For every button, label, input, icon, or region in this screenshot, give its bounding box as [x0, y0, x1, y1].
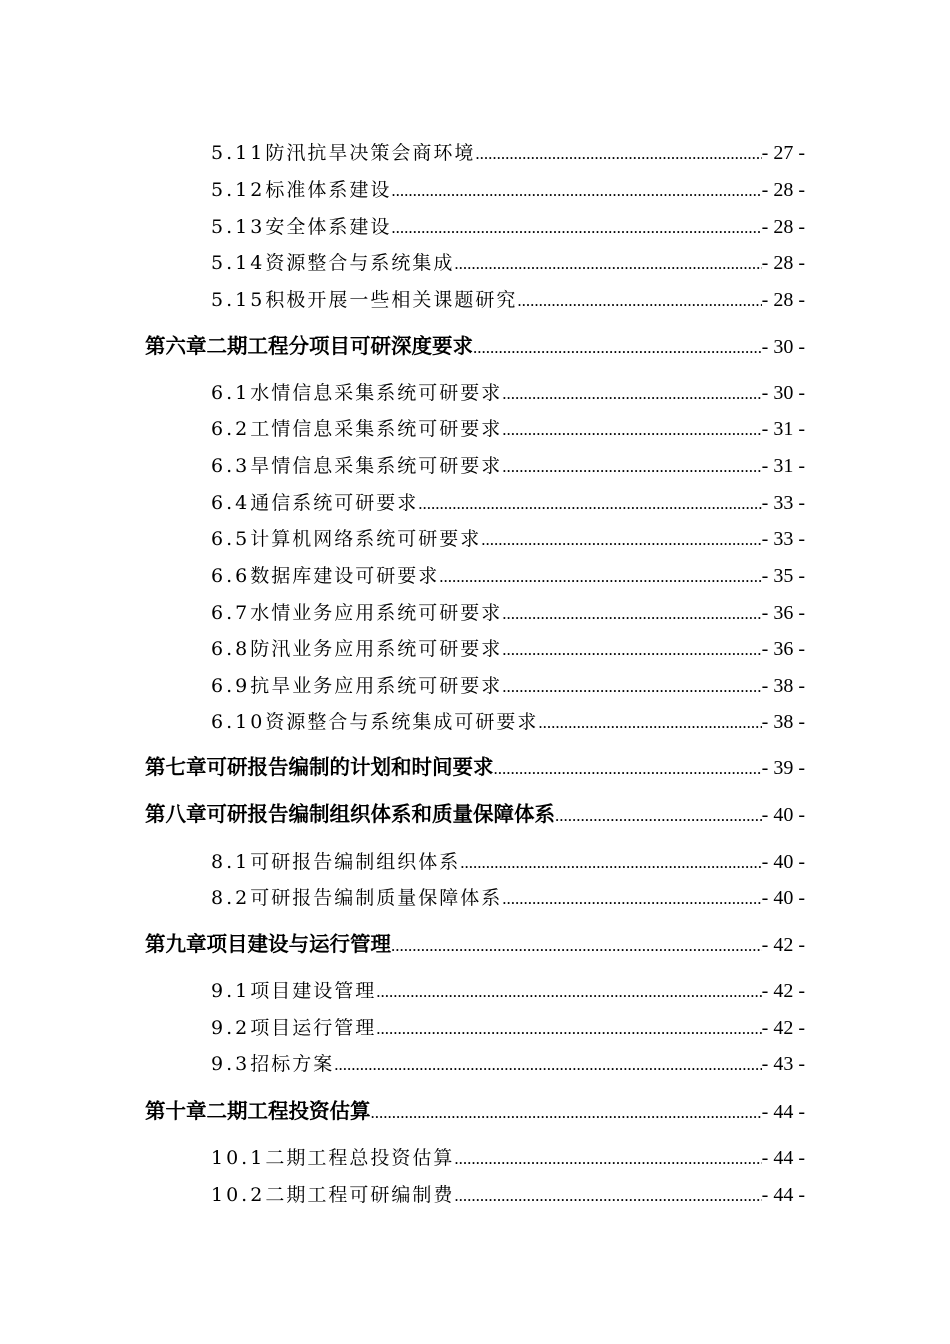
- section-title: 水情信息采集系统可研要求: [250, 382, 503, 404]
- toc-entry-5-15[interactable]: [211, 285, 805, 312]
- chapter-title: 项目建设与运行管理: [206, 932, 391, 956]
- section-title: 资源整合与系统集成可研要求: [265, 711, 539, 733]
- dot-leader: [555, 806, 762, 826]
- section-number: 5.13: [211, 216, 266, 238]
- dot-leader: [391, 936, 762, 956]
- dot-leader: [376, 982, 761, 1002]
- page-number: - 33 -: [761, 528, 805, 550]
- page-number: - 42 -: [761, 934, 805, 956]
- section-number: 8.2: [211, 887, 251, 909]
- chapter-title: 可研报告编制的计划和时间要求: [206, 755, 494, 779]
- section-number: 6.2: [211, 418, 251, 440]
- dot-leader: [494, 759, 762, 779]
- dot-leader: [454, 1186, 761, 1206]
- dot-leader: [538, 713, 761, 733]
- dot-leader: [371, 1103, 762, 1123]
- dot-leader: [502, 420, 761, 440]
- section-title: 防汛业务应用系统可研要求: [250, 638, 503, 660]
- page-number: - 36 -: [761, 638, 805, 660]
- chapter-number: 第七章: [145, 755, 207, 779]
- section-number: 6.10: [211, 711, 266, 733]
- section-number: 8.1: [211, 851, 251, 873]
- toc-chapter-10[interactable]: [145, 1094, 805, 1124]
- section-title: 通信系统可研要求: [250, 492, 419, 514]
- toc-entry-9-3[interactable]: [211, 1049, 805, 1076]
- chapter-title: 可研报告编制组织体系和质量保障体系: [206, 802, 555, 826]
- dot-leader: [502, 889, 761, 909]
- toc-entry-6-2[interactable]: [211, 414, 805, 441]
- page-number: - 40 -: [761, 851, 805, 873]
- chapter-number: 第十章: [145, 1099, 207, 1123]
- toc-entry-5-11[interactable]: [211, 138, 805, 165]
- dot-leader: [502, 384, 761, 404]
- chapter-number: 第八章: [145, 802, 207, 826]
- page-number: - 28 -: [761, 289, 805, 311]
- page-number: - 35 -: [761, 565, 805, 587]
- section-title: 安全体系建设: [265, 216, 392, 238]
- toc-entry-9-2[interactable]: [211, 1013, 805, 1040]
- section-title: 可研报告编制组织体系: [250, 851, 461, 873]
- section-title: 招标方案: [250, 1053, 335, 1075]
- toc-entry-5-14[interactable]: [211, 248, 805, 275]
- section-title: 旱情信息采集系统可研要求: [250, 455, 503, 477]
- page-number: - 44 -: [761, 1101, 805, 1123]
- dot-leader: [391, 218, 761, 238]
- dot-leader: [502, 604, 761, 624]
- dot-leader: [473, 338, 762, 358]
- toc-entry-6-4[interactable]: [211, 488, 805, 515]
- section-number: 6.3: [211, 455, 251, 477]
- page-number: - 44 -: [761, 1147, 805, 1169]
- section-title: 工情信息采集系统可研要求: [250, 418, 503, 440]
- toc-chapter-9[interactable]: [145, 927, 805, 957]
- toc-entry-8-2[interactable]: [211, 883, 805, 910]
- section-number: 10.2: [211, 1184, 266, 1206]
- section-number: 5.14: [211, 252, 266, 274]
- page-number: - 33 -: [761, 492, 805, 514]
- section-number: 6.9: [211, 675, 251, 697]
- toc-chapter-7[interactable]: [145, 750, 805, 780]
- page-number: - 43 -: [761, 1053, 805, 1075]
- page-number: - 40 -: [761, 804, 805, 826]
- dot-leader: [517, 291, 761, 311]
- toc-chapter-6[interactable]: [145, 329, 805, 359]
- page-number: - 28 -: [761, 252, 805, 274]
- section-number: 5.15: [211, 289, 266, 311]
- toc-entry-10-1[interactable]: [211, 1143, 805, 1170]
- chapter-title: 二期工程分项目可研深度要求: [206, 334, 473, 358]
- section-number: 5.11: [211, 142, 266, 164]
- section-title: 水情业务应用系统可研要求: [250, 602, 503, 624]
- toc-chapter-8[interactable]: [145, 797, 805, 827]
- page-number: - 30 -: [761, 336, 805, 358]
- page-number: - 44 -: [761, 1184, 805, 1206]
- dot-leader: [475, 144, 761, 164]
- section-title: 防汛抗旱决策会商环境: [265, 142, 476, 164]
- section-title: 标准体系建设: [265, 179, 392, 201]
- page-number: - 30 -: [761, 382, 805, 404]
- page-number: - 36 -: [761, 602, 805, 624]
- page-number: - 38 -: [761, 675, 805, 697]
- dot-leader: [334, 1055, 761, 1075]
- section-number: 6.6: [211, 565, 251, 587]
- toc-entry-6-8[interactable]: [211, 634, 805, 661]
- toc-entry-9-1[interactable]: [211, 976, 805, 1003]
- toc-entry-6-10[interactable]: [211, 707, 805, 734]
- toc-entry-6-1[interactable]: [211, 378, 805, 405]
- section-title: 项目运行管理: [250, 1017, 377, 1039]
- section-number: 5.12: [211, 179, 266, 201]
- section-number: 9.3: [211, 1053, 251, 1075]
- dot-leader: [502, 677, 761, 697]
- page-number: - 27 -: [761, 142, 805, 164]
- dot-leader: [391, 181, 761, 201]
- section-number: 9.1: [211, 980, 251, 1002]
- chapter-number: 第九章: [145, 932, 207, 956]
- dot-leader: [502, 457, 761, 477]
- dot-leader: [502, 640, 761, 660]
- toc-entry-6-3[interactable]: [211, 451, 805, 478]
- toc-entry-10-2[interactable]: [211, 1180, 805, 1207]
- section-title: 项目建设管理: [250, 980, 377, 1002]
- section-number: 10.1: [211, 1147, 266, 1169]
- section-title: 积极开展一些相关课题研究: [265, 289, 518, 311]
- dot-leader: [481, 530, 761, 550]
- page-number: - 38 -: [761, 711, 805, 733]
- dot-leader: [418, 494, 761, 514]
- section-title: 可研报告编制质量保障体系: [250, 887, 503, 909]
- page-number: - 39 -: [761, 757, 805, 779]
- page-number: - 28 -: [761, 216, 805, 238]
- page-number: - 28 -: [761, 179, 805, 201]
- section-number: 6.7: [211, 602, 251, 624]
- toc-entry-5-12[interactable]: [211, 175, 805, 202]
- dot-leader: [376, 1019, 761, 1039]
- section-title: 计算机网络系统可研要求: [250, 528, 482, 550]
- section-title: 二期工程可研编制费: [265, 1184, 455, 1206]
- toc-entry-6-5[interactable]: [211, 524, 805, 551]
- page-number: - 31 -: [761, 455, 805, 477]
- page-number: - 40 -: [761, 887, 805, 909]
- section-title: 数据库建设可研要求: [250, 565, 440, 587]
- dot-leader: [460, 853, 761, 873]
- section-title: 资源整合与系统集成: [265, 252, 455, 274]
- page-number: - 42 -: [761, 1017, 805, 1039]
- section-title: 二期工程总投资估算: [265, 1147, 455, 1169]
- page-number: - 31 -: [761, 418, 805, 440]
- section-number: 6.1: [211, 382, 251, 404]
- toc-entry-6-9[interactable]: [211, 671, 805, 698]
- dot-leader: [439, 567, 761, 587]
- page-number: - 42 -: [761, 980, 805, 1002]
- section-number: 6.5: [211, 528, 251, 550]
- toc-entry-5-13[interactable]: [211, 212, 805, 239]
- chapter-number: 第六章: [145, 334, 207, 358]
- section-title: 抗旱业务应用系统可研要求: [250, 675, 503, 697]
- toc-entry-8-1[interactable]: [211, 847, 805, 874]
- toc-entry-6-7[interactable]: [211, 598, 805, 625]
- section-number: 6.4: [211, 492, 251, 514]
- toc-entry-6-6[interactable]: [211, 561, 805, 588]
- section-number: 6.8: [211, 638, 251, 660]
- dot-leader: [454, 1149, 761, 1169]
- section-number: 9.2: [211, 1017, 251, 1039]
- dot-leader: [454, 254, 761, 274]
- chapter-title: 二期工程投资估算: [206, 1099, 371, 1123]
